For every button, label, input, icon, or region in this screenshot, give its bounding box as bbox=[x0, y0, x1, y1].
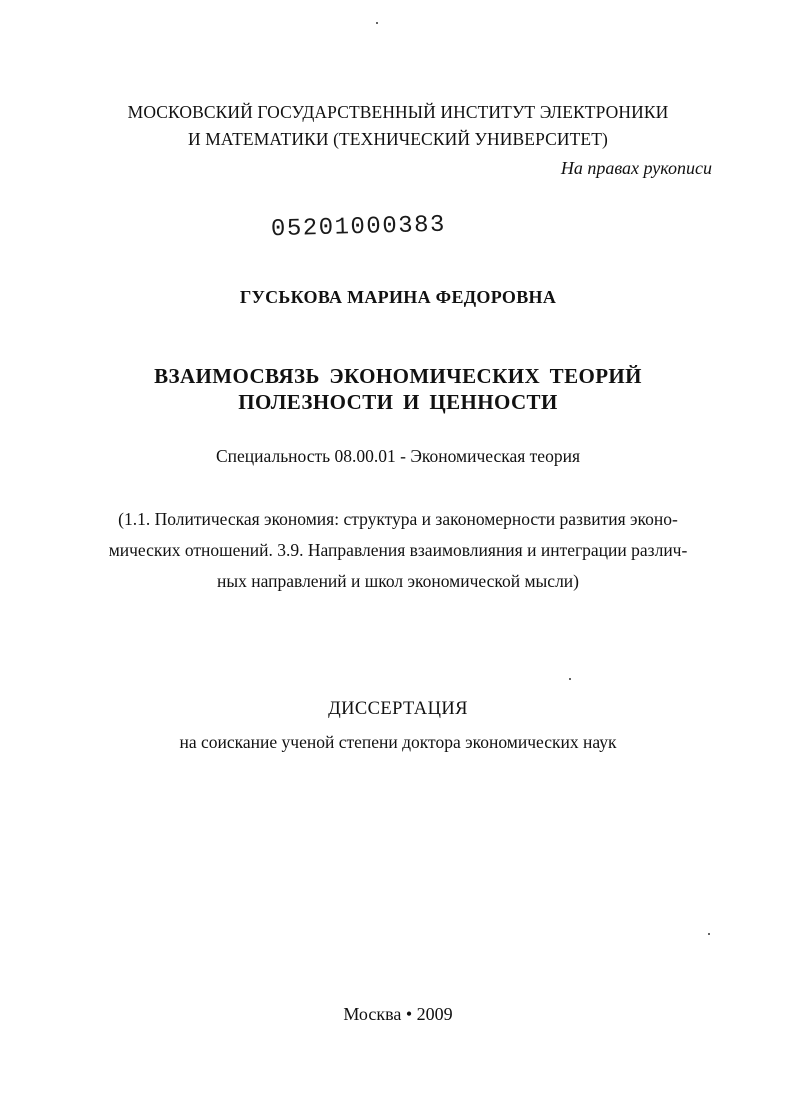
dissertation-title-line-2: ПОЛЕЗНОСТИ И ЦЕННОСТИ bbox=[238, 390, 558, 414]
specialty-codes-line-2: мических отношений. 3.9. Направления взаимовлияния и интеграции различ- bbox=[108, 540, 688, 560]
author-name: ГУСЬКОВА МАРИНА ФЕДОРОВНА bbox=[239, 287, 557, 307]
scan-speck bbox=[708, 933, 710, 935]
institution-name-line-1: МОСКОВСКИЙ ГОСУДАРСТВЕННЫЙ ИНСТИТУТ ЭЛЕКТРОНИКИ bbox=[127, 102, 669, 122]
dissertation-title-line-1: ВЗАИМОСВЯЗЬ ЭКОНОМИЧЕСКИХ ТЕОРИЙ bbox=[154, 364, 642, 388]
specialty-codes-line-1: (1.1. Политическая экономия: структура и закономерности развития эконо- bbox=[118, 509, 678, 529]
institution-name-line-2: И МАТЕМАТИКИ (ТЕХНИЧЕСКИЙ УНИВЕРСИТЕТ) bbox=[188, 129, 608, 149]
specialty-line: Специальность 08.00.01 - Экономическая теория bbox=[216, 446, 580, 466]
library-stamp-number: 05201000383 bbox=[270, 211, 447, 244]
manuscript-rights-note: На правах рукописи bbox=[560, 158, 712, 178]
scan-speck bbox=[569, 678, 571, 680]
city-and-year: Москва • 2009 bbox=[343, 1004, 453, 1024]
scan-speck bbox=[376, 22, 378, 24]
specialty-codes-line-3: ных направлений и школ экономической мысли) bbox=[217, 571, 579, 591]
document-type: ДИССЕРТАЦИЯ bbox=[328, 699, 468, 719]
degree-line: на соискание ученой степени доктора экономических наук bbox=[179, 732, 617, 752]
